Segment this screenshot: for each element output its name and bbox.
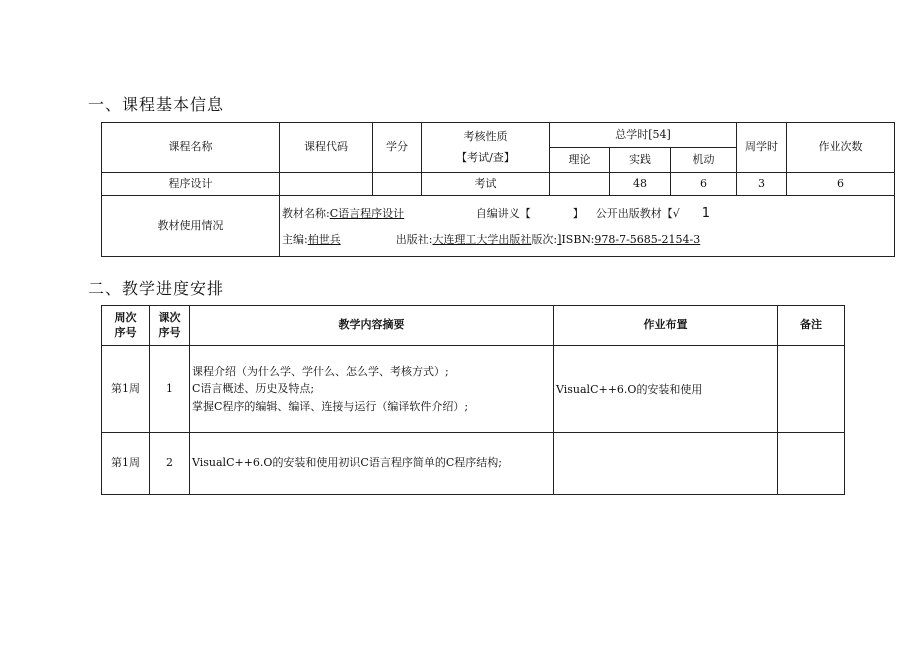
textbook-name-label: 教材名称:	[282, 207, 330, 220]
header-practice: 实践	[610, 148, 671, 173]
public-textbook-mark: 1	[701, 206, 711, 221]
row1-lesson: 1	[150, 346, 190, 433]
edition-value: ]	[557, 233, 562, 246]
header-week-2: 序号	[114, 325, 137, 339]
header-total-hours: 总学时[54]	[550, 123, 737, 148]
edition-label: 版次:	[531, 233, 558, 246]
textbook-line-1	[282, 205, 710, 223]
row1-content	[190, 346, 554, 433]
cell-course-code	[280, 173, 373, 196]
row1-content-line-2: C语言概述、历史及特点;	[192, 382, 315, 396]
row1-remark	[778, 346, 845, 433]
header-weekly-hours: 周学时	[737, 123, 787, 173]
row1-week: 第1周	[102, 346, 150, 433]
public-textbook-label: 公开出版教材【√	[595, 207, 680, 220]
textbook-label: 教材使用情况	[102, 196, 280, 257]
section1-title: 一、课程基本信息	[88, 95, 225, 114]
row2-homework	[554, 433, 778, 495]
table-row	[102, 346, 845, 433]
row2-lesson: 2	[150, 433, 190, 495]
header-credit: 学分	[373, 123, 422, 173]
header-week	[102, 306, 150, 346]
header-assessment-label: 考核性质	[463, 129, 508, 143]
header-assessment-sub: 【考试/查】	[456, 150, 515, 164]
editor-label: 主编:	[282, 233, 308, 246]
header-assessment	[422, 123, 550, 173]
header-homework: 作业布置	[554, 306, 778, 346]
cell-theory	[550, 173, 610, 196]
header-content: 教学内容摘要	[190, 306, 554, 346]
textbook-info	[280, 196, 895, 257]
header-theory: 理论	[550, 148, 610, 173]
textbook-name-value: C语言程序设计	[329, 207, 405, 220]
textbook-line-2	[282, 233, 700, 248]
header-lesson	[150, 306, 190, 346]
cell-weekly-hours: 3	[737, 173, 787, 196]
row1-content-line-3: 掌握C程序的编辑、编译、连接与运行（编译软件介绍）;	[192, 399, 469, 413]
header-machine: 机动	[671, 148, 737, 173]
row1-homework: VisualC++6.O的安装和使用	[554, 346, 778, 433]
header-course-name: 课程名称	[102, 123, 280, 173]
row1-content-line-1: 课程介绍（为什么学、学什么、怎么学、考核方式）;	[192, 365, 449, 379]
cell-course-name: 程序设计	[102, 173, 280, 196]
table-row	[102, 433, 845, 495]
isbn-label: ISBN:	[561, 233, 595, 246]
row2-content	[190, 433, 554, 495]
header-week-1: 周次	[114, 310, 137, 324]
cell-practice: 48	[610, 173, 671, 196]
schedule-table	[101, 305, 845, 495]
cell-assessment: 考试	[422, 173, 550, 196]
header-course-code: 课程代码	[280, 123, 373, 173]
header-remark: 备注	[778, 306, 845, 346]
publisher-label: 出版社:	[395, 233, 433, 246]
row2-content-line-1: VisualC++6.O的安装和使用初识C语言程序简单的C程序结构;	[192, 456, 502, 470]
self-lecture-close: 】	[572, 207, 584, 220]
isbn-value: 978-7-5685-2154-3	[594, 233, 701, 246]
row2-remark	[778, 433, 845, 495]
editor-value: 柏世兵	[307, 233, 341, 246]
self-lecture-label: 自编讲义【	[475, 207, 531, 220]
header-lesson-2: 序号	[158, 325, 181, 339]
cell-machine: 6	[671, 173, 737, 196]
row2-week: 第1周	[102, 433, 150, 495]
section2-title: 二、教学进度安排	[88, 279, 225, 298]
course-info-table	[101, 122, 895, 257]
header-homework-count: 作业次数	[787, 123, 895, 173]
header-lesson-1: 课次	[158, 310, 181, 324]
cell-credit	[373, 173, 422, 196]
publisher-value: 大连理工大学出版社	[432, 233, 532, 246]
cell-homework-count: 6	[787, 173, 895, 196]
